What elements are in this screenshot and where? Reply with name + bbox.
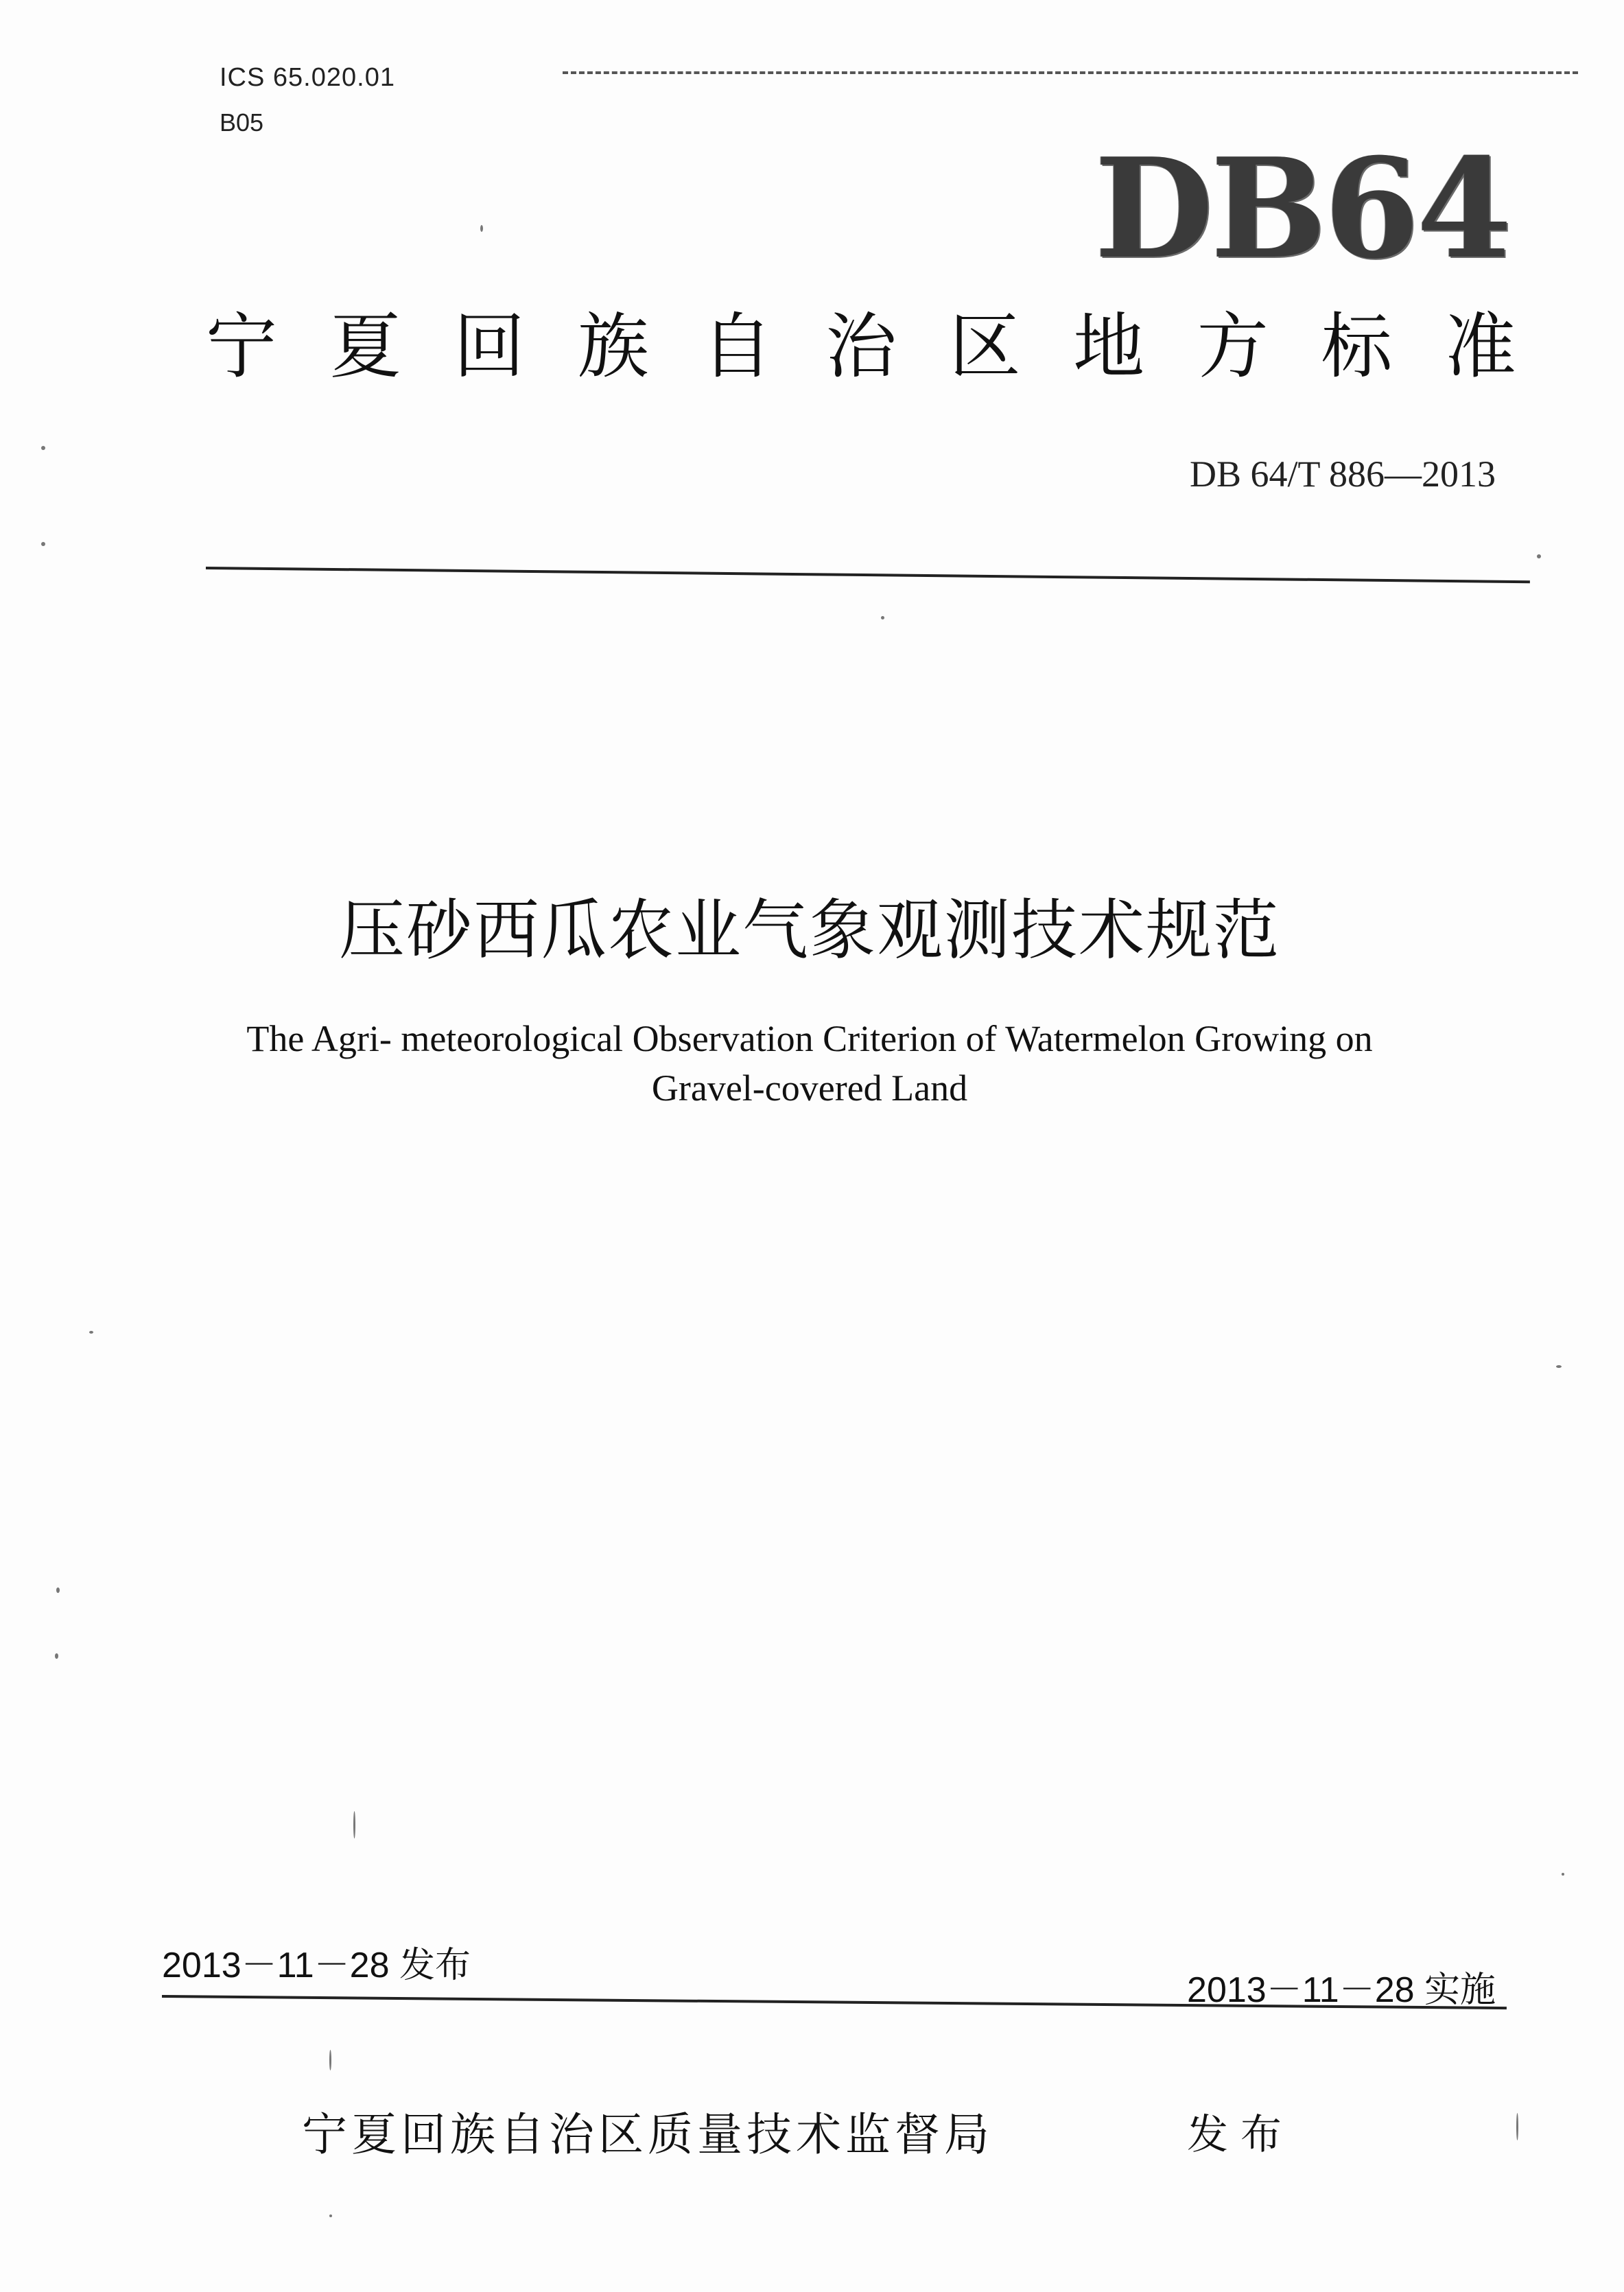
db-logo: DB64 <box>1094 128 1509 290</box>
title-english <box>206 1014 1413 1113</box>
scan-speck <box>1556 1365 1562 1368</box>
publisher-name: 宁夏回族自治区质量技术监督局 <box>302 2108 993 2161</box>
category-char: 回 <box>454 305 526 388</box>
publisher-action: 发布 <box>1187 2111 1294 2159</box>
category-char: 方 <box>1197 305 1269 388</box>
category-char: 宁 <box>206 305 278 388</box>
title-english-line2: Gravel-covered Land <box>651 1067 968 1109</box>
category-char: 区 <box>949 305 1021 388</box>
title-chinese: 压砂西瓜农业气象观测技术规范 <box>339 892 1280 969</box>
category-char: 地 <box>1073 305 1145 388</box>
category-char: 准 <box>1444 305 1516 388</box>
scan-speck <box>55 1653 58 1659</box>
scan-speck <box>329 2050 331 2070</box>
standard-category <box>206 302 1516 391</box>
scan-speck <box>89 1331 93 1334</box>
category-char: 夏 <box>329 305 401 388</box>
scan-speck <box>329 2214 332 2217</box>
issue-date: 2013－11－28 发布 <box>162 1946 471 1985</box>
title-english-line1: The Agri- meteorological Observation Criterion of Watermelon Growing on <box>246 1018 1373 1059</box>
category-char: 治 <box>825 305 897 388</box>
scan-speck <box>1516 2113 1518 2140</box>
standard-number: DB 64/T 886—2013 <box>1189 453 1496 495</box>
scan-speck <box>41 446 45 450</box>
scan-speck <box>41 542 45 546</box>
scan-speck <box>1562 1873 1564 1876</box>
ics-code: ICS 65.020.01 <box>220 63 395 92</box>
header-dashed-rule <box>563 71 1578 74</box>
category-char: 族 <box>577 305 649 388</box>
category-char: 自 <box>701 305 773 388</box>
category-char: 标 <box>1321 305 1393 388</box>
scan-speck <box>881 616 884 619</box>
scan-speck <box>480 225 483 232</box>
scan-speck <box>353 1811 355 1839</box>
scan-speck <box>56 1587 60 1593</box>
ccs-code: B05 <box>220 108 264 137</box>
implementation-date: 2013－11－28 实施 <box>1187 1970 1496 2010</box>
scan-speck <box>1537 554 1541 558</box>
header-divider <box>206 567 1530 583</box>
